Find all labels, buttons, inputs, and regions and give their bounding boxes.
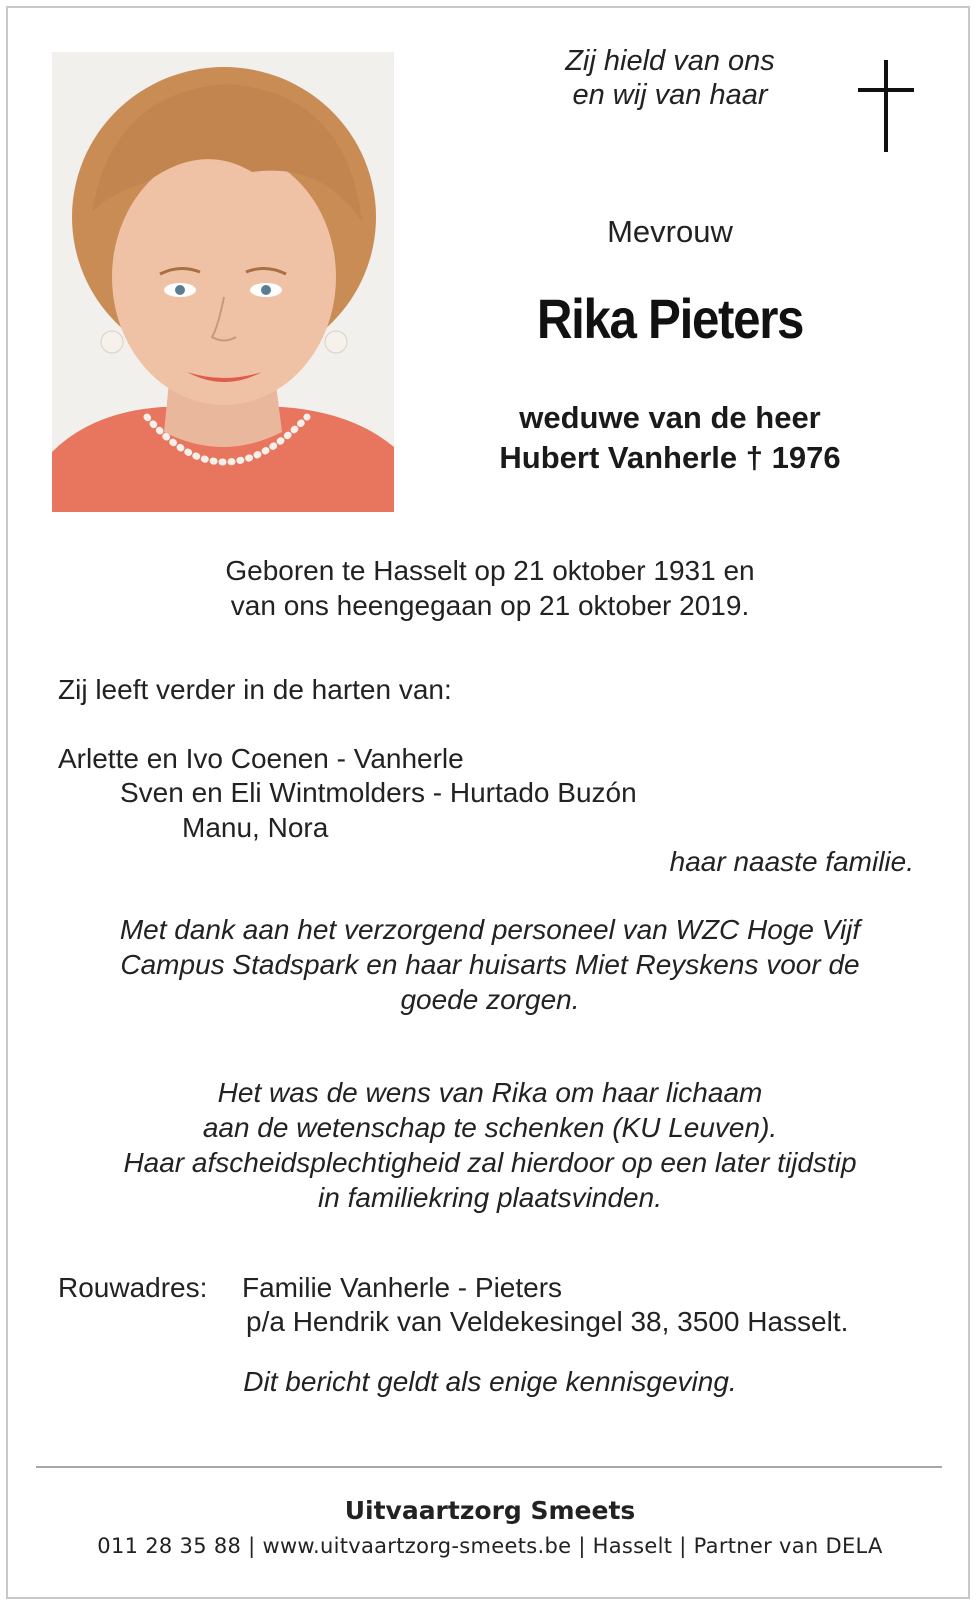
memorial-quote (500, 44, 840, 112)
family-member-1: Arlette en Ivo Coenen - Vanherle (58, 743, 464, 774)
birth-death-info (100, 553, 880, 623)
notice: Dit bericht geldt als enige kennisgeving. (243, 1366, 737, 1397)
wish-message (40, 1075, 940, 1215)
address-line-1: Familie Vanherle - Pieters (242, 1272, 563, 1303)
funeral-company-contact: 011 28 35 88 | www.uitvaartzorg-smeets.be | Hasselt | Partner van DELA (97, 1534, 883, 1558)
born-line-2: van ons heengegaan op 21 oktober 2019. (230, 590, 750, 621)
portrait-photo (52, 52, 394, 512)
thanks-line-2: Campus Stadspark en haar huisarts Miet Reyskens voor de (120, 949, 860, 980)
family-member-3: Manu, Nora (182, 812, 329, 843)
wish-line-4: in familiekring plaatsvinden. (318, 1182, 662, 1213)
survivors-intro: Zij leeft verder in de harten van: (58, 674, 452, 705)
footer-divider (36, 1466, 942, 1468)
quote-line-1: Zij hield van ons (565, 45, 775, 77)
thanks-line-1: Met dank aan het verzorgend personeel van WZC Hoge Vijf (119, 914, 861, 945)
wish-line-3: Haar afscheidsplechtigheid zal hierdoor op een later tijdstip (123, 1147, 857, 1178)
wish-line-2: aan de wetenschap te schenken (KU Leuven). (202, 1112, 778, 1143)
thanks-line-3: goede zorgen. (400, 984, 580, 1015)
family-label: haar naaste familie. (669, 846, 914, 877)
address-line-2: p/a Hendrik van Veldekesingel 38, 3500 Hasselt. (246, 1306, 849, 1337)
family-member-2: Sven en Eli Wintmolders - Hurtado Buzón (120, 777, 637, 808)
spouse-info (440, 398, 900, 478)
address-label: Rouwadres: (58, 1272, 208, 1303)
spouse-line-2: Hubert Vanherle † 1976 (499, 440, 841, 475)
born-line-1: Geboren te Hasselt op 21 oktober 1931 en (225, 555, 755, 586)
funeral-company-name: Uitvaartzorg Smeets (344, 1496, 636, 1525)
quote-line-2: en wij van haar (572, 79, 768, 111)
spouse-line-1: weduwe van de heer (519, 400, 821, 435)
deceased-name: Rika Pieters (536, 287, 804, 350)
portrait-illustration (52, 52, 394, 512)
thanks-message (40, 912, 940, 1017)
honorific: Mevrouw (607, 214, 733, 249)
cross-icon (856, 56, 916, 156)
wish-line-1: Het was de wens van Rika om haar lichaam (217, 1077, 763, 1108)
